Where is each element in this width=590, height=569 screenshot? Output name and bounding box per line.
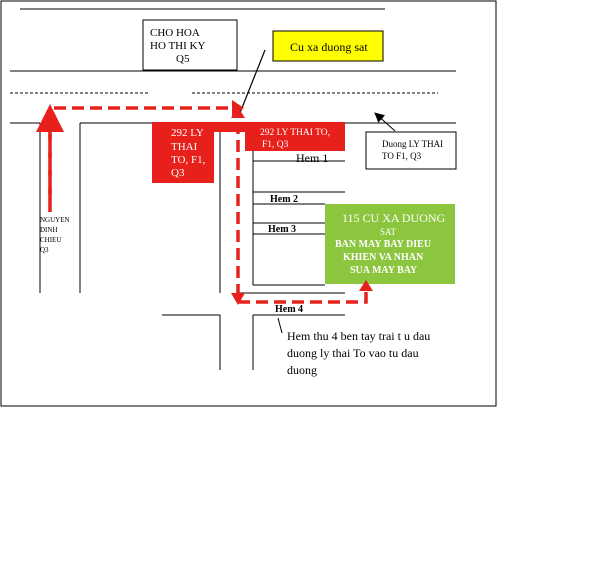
duong-ly-thai-to-line-2: TO F1, Q3: [382, 151, 422, 161]
destination-line-5: SUA MAY BAY: [350, 265, 418, 276]
address-292-left-line-4: Q3: [171, 167, 185, 179]
hem2-label: Hem 2: [270, 194, 299, 205]
hem4-label: Hem 4: [275, 304, 304, 315]
hem3-label: Hem 3: [268, 224, 297, 235]
cho-hoa-line-1: CHO HOA: [150, 27, 200, 39]
destination-line-3: BAN MAY BAY DIEU: [335, 239, 432, 250]
address-292-left-line-3: TO, F1,: [171, 154, 206, 166]
note-line-2: duong ly thai To vao tu dau: [287, 346, 419, 360]
cho-hoa-line-3: Q5: [176, 53, 190, 65]
hem1-label: Hem 1: [296, 151, 329, 165]
address-292-left-line-1: 292 LY: [171, 127, 204, 139]
note-line-1: Hem thu 4 ben tay trai t u dau: [287, 329, 431, 343]
map-frame: [1, 1, 496, 406]
destination-line-1: 115 CU XA DUONG: [342, 211, 446, 225]
destination-line-2: SAT: [380, 227, 397, 237]
address-292-left-line-2: THAI: [171, 141, 198, 153]
cu-xa-callout-text: Cu xa duong sat: [290, 40, 368, 54]
nguyen-dinh-chieu-line-3: CHIEU: [40, 236, 62, 244]
address-292-right-line-1: 292 LY THAI TO,: [260, 128, 330, 138]
nguyen-dinh-chieu-line-2: DINH: [40, 226, 58, 234]
nguyen-dinh-chieu-line-1: NGUYEN: [40, 216, 70, 224]
cho-hoa-line-2: HO THI KY: [150, 40, 206, 52]
destination-line-4: KHIEN VA NHAN: [343, 252, 424, 263]
address-292-right-line-2: F1, Q3: [262, 140, 289, 150]
note-line-3: duong: [287, 363, 317, 377]
nguyen-dinh-chieu-line-4: Q3: [40, 246, 49, 254]
duong-ly-thai-to-line-1: Duong LY THAI: [382, 139, 444, 149]
